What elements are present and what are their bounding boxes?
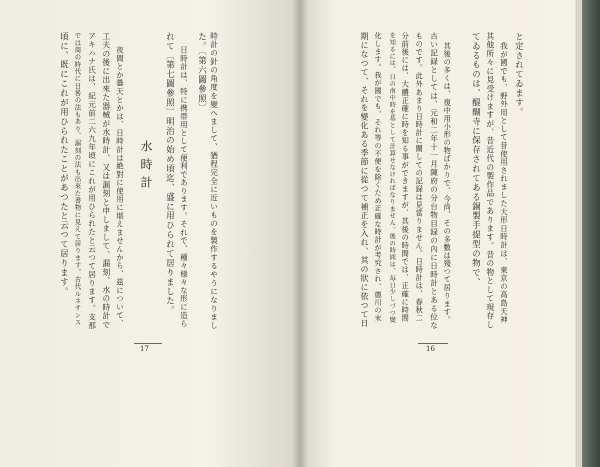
page-edges [575, 0, 582, 467]
right-text-column: 化します。我が國でも、それ等の不便を除くため正確な時計が考究され、德川の末 [374, 32, 382, 323]
right-text-column: 期になつて、それを變化ある季節に從つて補正を入れ、其の狀に依つて日 [360, 32, 369, 328]
left-text-column: た。〔第六圖參照〕 [197, 32, 208, 113]
right-text-column: 我が國でも、野外用として昔使用されました大形日時計は、東京の高島天神 [499, 42, 509, 324]
right-text-column: を知るには、日の南中時を基として計算せなければなりません。後の時間は、毎日少しづつ變 [388, 32, 396, 324]
book-gutter [292, 0, 308, 467]
page-number: 17 [140, 345, 149, 353]
left-text-column: 夜間とか曇天とかは、日時計は絶對に使用に堪えませんから、茲について、 [115, 46, 125, 328]
left-text-column: 頃に、既にこれが用ひられたことがあつたと云つて居ります。 [59, 32, 70, 297]
right-page [300, 0, 582, 467]
book-cover-edge [582, 0, 600, 467]
page-number: 16 [426, 345, 435, 353]
left-text-column: 時計の針の角度を變へまして、猶程完全に近いものを製作するやうになりまし [209, 32, 219, 330]
right-text-column: 其後の多くは、復中用小形の物ばかりで、今尚、その多數は殘つて居ります。 [443, 42, 453, 325]
right-text-column: ものです。此外あまり日時計に關しての記録は見當りません。日時計は、春秋二 [415, 32, 425, 323]
right-text-column: と定されてゐます。 [514, 32, 525, 117]
page-number-rule [134, 343, 162, 344]
left-text-column: 工夫の後に出來た器械が水時計、又は漏刻と申しまして、漏刻、水の時計で [101, 32, 111, 330]
page-number-rule [418, 343, 448, 344]
right-text-column: てゐるものは、醍醐寺に保存されてある銅製手提型の物で、 [471, 32, 482, 287]
right-text-column: 其他所々に見受けますが、昔近代の製作品であります。昔の物として現存し [485, 32, 495, 330]
section-heading: 水時計 [139, 140, 153, 194]
right-text-column: 古い記録としては、元和二年十一月陳府の分台物目録の內に日時計とある位な [429, 32, 439, 330]
left-text-column: れて〔第七圖參照〕明治の始め頃迄、盛に用ひられて居りました。 [165, 32, 176, 316]
left-text-column: 日時計は、特に携帯用として便利であります。それで、種々様々な形に造ら [179, 46, 189, 328]
left-text-column: アキハナ氏は、紀元前二六九年頃にこれが用ひられたと云つて居ります。支那 [87, 32, 97, 330]
left-text-column: では周の時代に日晷の法もあり、漏刻の法も出來た書物に見えて居ります。古代ルネサンス [73, 32, 82, 326]
right-text-column: 分前後には、大體正確に時を知る事ができますが、其後の時間では、正確に時間 [401, 32, 411, 323]
